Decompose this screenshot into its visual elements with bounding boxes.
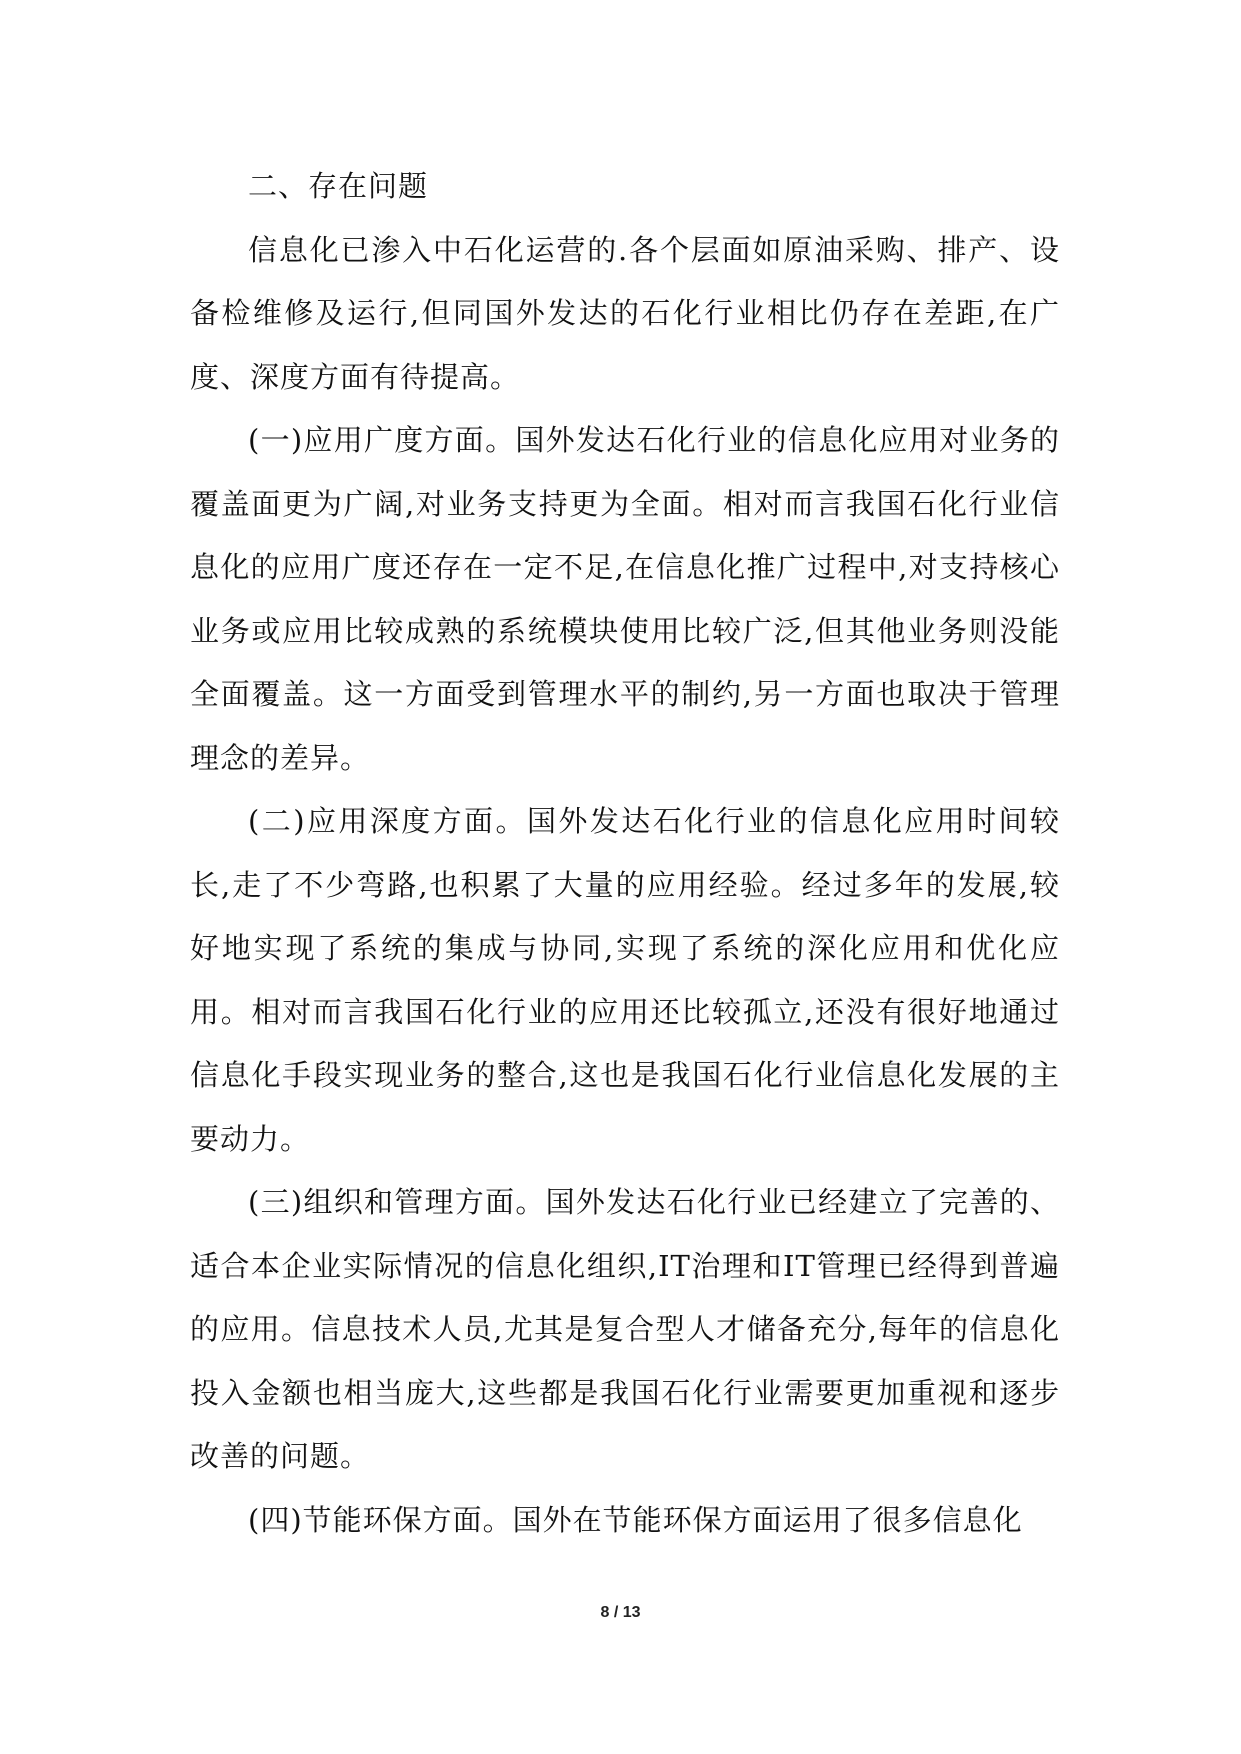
paragraph-intro: 信息化已渗入中石化运营的.各个层面如原油采购、排产、设备检维修及运行,但同国外发达的石化行业相比仍存在差距,在广度、深度方面有待提高。: [190, 232, 1060, 394]
document-body: [190, 155, 1060, 1552]
paragraph-energy: (四)节能环保方面。国外在节能环保方面运用了很多信息化: [248, 1502, 1023, 1537]
section-heading: 二、存在问题: [248, 169, 429, 203]
paragraph-breadth: (一)应用广度方面。国外发达石化行业的信息化应用对业务的覆盖面更为广阔,对业务支持更为全面。相对而言我国石化行业信息化的应用广度还存在一定不足,在信息化推广过程中,对支持核心业务或应用比较成熟的系统模块使用比较广泛,但其他业务则没能全面覆盖。这一方面受到管理水平的制约,另一方面也取决于管理理念的差异。: [190, 423, 1060, 775]
paragraph-organization: (三)组织和管理方面。国外发达石化行业已经建立了完善的、适合本企业实际情况的信息化组织,IT治理和IT管理已经得到普遍的应用。信息技术人员,尤其是复合型人才储备充分,每年的信息化投入金额也相当庞大,这些都是我国石化行业需要更加重视和逐步改善的问题。: [190, 1185, 1060, 1473]
paragraph-depth: (二)应用深度方面。国外发达石化行业的信息化应用时间较长,走了不少弯路,也积累了大量的应用经验。经过多年的发展,较好地实现了系统的集成与协同,实现了系统的深化应用和优化应用。相对而言我国石化行业的应用还比较孤立,还没有很好地通过信息化手段实现业务的整合,这也是我国石化行业信息化发展的主要动力。: [190, 804, 1060, 1156]
page-number: 8 / 13: [600, 1604, 641, 1621]
